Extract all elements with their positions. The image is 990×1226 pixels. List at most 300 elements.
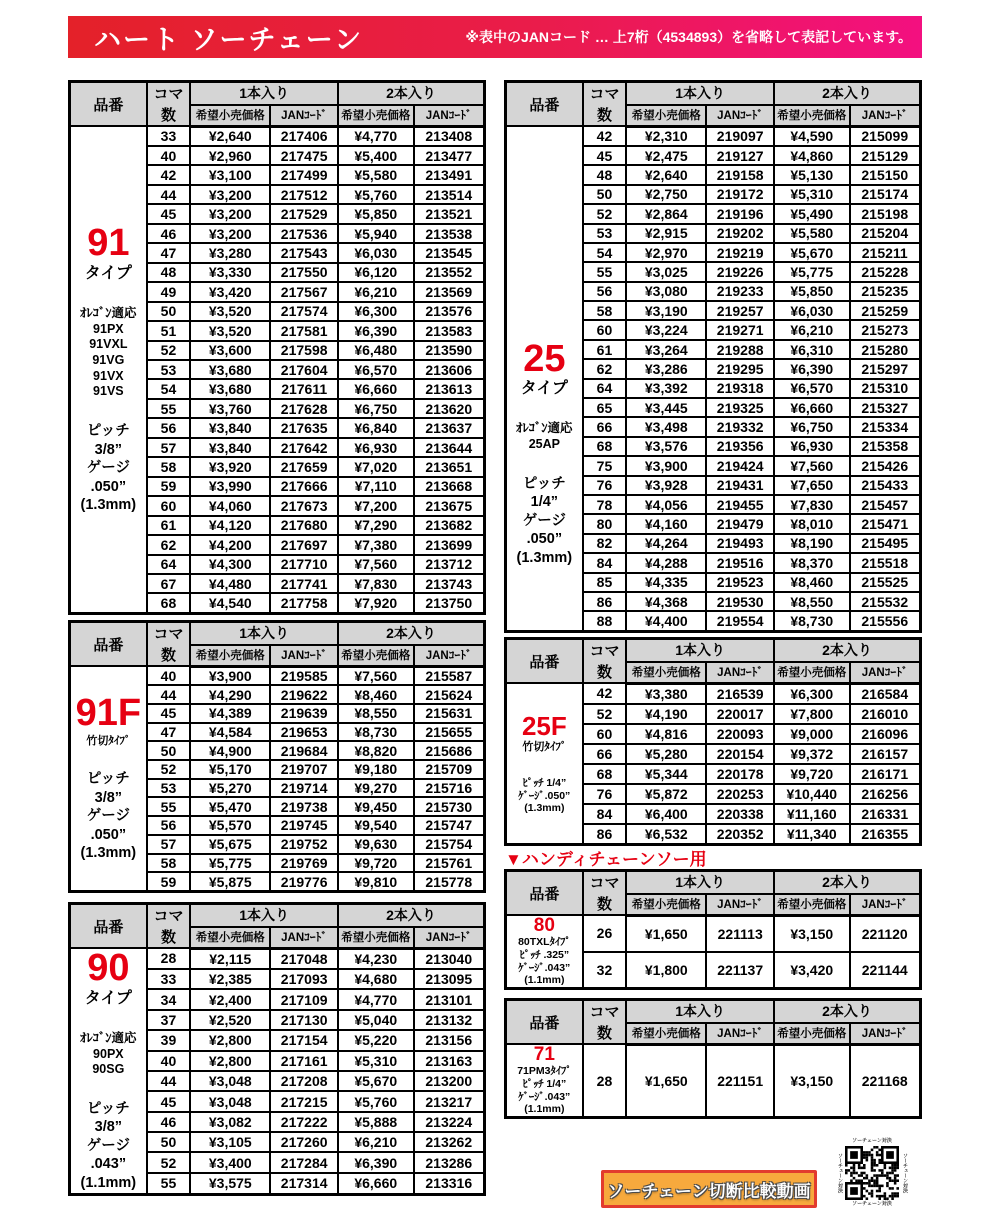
price-2pack-cell: ¥3,150: [774, 915, 850, 952]
price-1pack-cell: ¥4,060: [190, 496, 270, 515]
jan-1pack-cell: 217635: [270, 418, 338, 437]
price-2pack-cell: ¥11,160: [774, 804, 850, 824]
price-1pack-cell: ¥3,082: [190, 1112, 270, 1132]
price-1pack-cell: ¥4,540: [190, 593, 270, 613]
label-line: .050”: [526, 531, 563, 548]
price-2pack-cell: ¥6,390: [774, 359, 850, 378]
jan-1pack-cell: 217208: [270, 1071, 338, 1091]
price-2pack-cell: ¥7,560: [774, 456, 850, 475]
label-line: 71PM3ﾀｲﾌﾟ: [517, 1064, 572, 1077]
price-2pack-cell: ¥9,540: [338, 816, 414, 835]
price-table-91F: [68, 620, 486, 893]
price-2pack-cell: ¥5,580: [774, 224, 850, 243]
label-line: .050”: [90, 478, 127, 495]
table-row: [70, 126, 485, 146]
link-count-cell: 48: [147, 263, 191, 282]
label-line: ピッチ: [522, 475, 566, 492]
jan-2pack-cell: 213224: [414, 1112, 485, 1132]
link-count-cell: 45: [147, 204, 191, 223]
jan-2pack-cell: 215198: [850, 204, 921, 223]
price-1pack-cell: ¥4,900: [190, 741, 270, 760]
jan-2pack-cell: 213163: [414, 1051, 485, 1071]
jan-2pack-cell: 213200: [414, 1071, 485, 1091]
jan-1pack-cell: 221113: [706, 915, 774, 952]
col-header-part-no: 品番: [506, 639, 583, 684]
jan-1pack-cell: 219585: [270, 666, 338, 685]
jan-2pack-cell: 215150: [850, 165, 921, 184]
link-count-cell: 56: [147, 816, 191, 835]
product-label-91: [70, 126, 147, 614]
jan-2pack-cell: 213712: [414, 555, 485, 574]
jan-2pack-cell: 215310: [850, 379, 921, 398]
jan-1pack-cell: 217642: [270, 438, 338, 457]
jan-2pack-cell: 215631: [414, 704, 485, 723]
link-count-cell: 48: [583, 165, 627, 184]
link-count-cell: 58: [147, 854, 191, 873]
price-1pack-cell: ¥5,170: [190, 760, 270, 779]
price-2pack-cell: ¥6,570: [774, 379, 850, 398]
col-header-retail-price: 希望小売価格: [774, 894, 850, 915]
price-1pack-cell: ¥4,290: [190, 685, 270, 704]
product-label-90: [70, 948, 147, 1194]
price-1pack-cell: ¥5,280: [626, 744, 706, 764]
link-count-cell: 33: [147, 969, 191, 989]
price-table-91: [68, 80, 486, 615]
jan-1pack-cell: 217475: [270, 146, 338, 165]
price-2pack-cell: ¥7,830: [774, 495, 850, 514]
jan-1pack-cell: 219523: [706, 573, 774, 592]
price-2pack-cell: ¥9,720: [774, 764, 850, 784]
link-count-cell: 50: [147, 302, 191, 321]
jan-1pack-cell: 219431: [706, 476, 774, 495]
col-header-jan-code: JANｺｰﾄﾞ: [850, 662, 921, 683]
link-count-cell: 66: [583, 744, 627, 764]
link-count-cell: 60: [147, 496, 191, 515]
col-header-part-no: 品番: [70, 904, 147, 949]
link-count-cell: 60: [583, 320, 627, 339]
jan-1pack-cell: 219196: [706, 204, 774, 223]
link-count-cell: 86: [583, 592, 627, 611]
col-header-part-no: 品番: [70, 82, 147, 127]
label-line: ﾋﾟｯﾁ .325”: [519, 948, 570, 961]
link-count-cell: 45: [147, 704, 191, 723]
col-header-retail-price: 希望小売価格: [190, 927, 270, 948]
jan-2pack-cell: 213682: [414, 516, 485, 535]
price-2pack-cell: ¥6,210: [338, 282, 414, 301]
model-number: 91: [87, 222, 130, 265]
link-count-cell: 62: [147, 535, 191, 554]
link-count-cell: 75: [583, 456, 627, 475]
col-header-jan-code: JANｺｰﾄﾞ: [414, 105, 485, 126]
jan-1pack-cell: 217710: [270, 555, 338, 574]
col-header-jan-code: JANｺｰﾄﾞ: [850, 1023, 921, 1044]
jan-1pack-cell: 219752: [270, 835, 338, 854]
col-header-jan-code: JANｺｰﾄﾞ: [270, 927, 338, 948]
price-1pack-cell: ¥4,816: [626, 724, 706, 744]
price-1pack-cell: ¥4,300: [190, 555, 270, 574]
jan-2pack-cell: 213040: [414, 948, 485, 969]
col-header-retail-price: 希望小売価格: [626, 894, 706, 915]
col-header-retail-price: 希望小売価格: [774, 105, 850, 126]
link-count-cell: 52: [583, 704, 627, 724]
jan-1pack-cell: 219202: [706, 224, 774, 243]
price-2pack-cell: ¥6,300: [338, 302, 414, 321]
price-1pack-cell: ¥2,475: [626, 146, 706, 165]
link-count-cell: 76: [583, 476, 627, 495]
jan-1pack-cell: 219318: [706, 379, 774, 398]
jan-1pack-cell: 217130: [270, 1010, 338, 1030]
price-2pack-cell: ¥7,380: [338, 535, 414, 554]
price-2pack-cell: ¥4,770: [338, 989, 414, 1009]
jan-2pack-cell: 215204: [850, 224, 921, 243]
table-row: [506, 915, 921, 952]
price-2pack-cell: ¥7,110: [338, 477, 414, 496]
jan-2pack-cell: 213743: [414, 574, 485, 593]
price-1pack-cell: ¥3,576: [626, 437, 706, 456]
price-2pack-cell: ¥4,230: [338, 948, 414, 969]
jan-2pack-cell: 215532: [850, 592, 921, 611]
jan-1pack-cell: 219127: [706, 146, 774, 165]
qr-caption-right: ソーチェーン対決: [902, 1153, 908, 1193]
col-header-1pack: 1本入り: [626, 639, 774, 662]
price-1pack-cell: ¥4,264: [626, 534, 706, 553]
link-count-cell: 44: [147, 185, 191, 204]
jan-1pack-cell: 220338: [706, 804, 774, 824]
price-1pack-cell: ¥3,680: [190, 360, 270, 379]
link-count-cell: 53: [147, 360, 191, 379]
jan-1pack-cell: 219455: [706, 495, 774, 514]
link-count-cell: 28: [147, 948, 191, 969]
col-header-2pack: 2本入り: [338, 622, 485, 645]
jan-2pack-cell: 215716: [414, 779, 485, 798]
jan-1pack-cell: 217161: [270, 1051, 338, 1071]
link-count-cell: 52: [147, 341, 191, 360]
price-1pack-cell: ¥4,200: [190, 535, 270, 554]
price-2pack-cell: ¥5,760: [338, 1091, 414, 1111]
jan-2pack-cell: 215556: [850, 611, 921, 631]
price-1pack-cell: ¥4,368: [626, 592, 706, 611]
col-header-jan-code: JANｺｰﾄﾞ: [706, 1023, 774, 1044]
price-1pack-cell: ¥3,200: [190, 185, 270, 204]
price-table-80: [504, 869, 922, 990]
label-line: 91VG: [92, 353, 125, 368]
price-2pack-cell: ¥5,310: [774, 185, 850, 204]
price-2pack-cell: ¥6,300: [774, 683, 850, 704]
link-count-cell: 50: [147, 741, 191, 760]
jan-2pack-cell: 213217: [414, 1091, 485, 1111]
price-1pack-cell: ¥3,840: [190, 418, 270, 437]
price-1pack-cell: ¥2,915: [626, 224, 706, 243]
jan-1pack-cell: 217154: [270, 1030, 338, 1050]
col-header-link-count: コマ数: [147, 622, 191, 667]
jan-2pack-cell: 213637: [414, 418, 485, 437]
price-2pack-cell: ¥6,480: [338, 341, 414, 360]
jan-2pack-cell: 213262: [414, 1132, 485, 1152]
jan-2pack-cell: 213408: [414, 126, 485, 146]
price-2pack-cell: ¥5,940: [338, 224, 414, 243]
price-2pack-cell: ¥7,290: [338, 516, 414, 535]
jan-2pack-cell: 221168: [850, 1044, 921, 1118]
label-line: ｵﾚｺﾞﾝ適応: [80, 306, 137, 321]
jan-1pack-cell: 219226: [706, 262, 774, 281]
label-line: (1.3mm): [80, 845, 137, 862]
price-1pack-cell: ¥2,864: [626, 204, 706, 223]
link-count-cell: 64: [583, 379, 627, 398]
model-number: 25F: [521, 710, 567, 741]
col-header-2pack: 2本入り: [774, 1000, 921, 1023]
handy-chainsaw-heading: ▼ハンディチェーンソー用: [505, 850, 707, 869]
link-count-cell: 50: [583, 185, 627, 204]
link-count-cell: 55: [147, 399, 191, 418]
jan-2pack-cell: 213514: [414, 185, 485, 204]
jan-2pack-cell: 213286: [414, 1152, 485, 1172]
jan-1pack-cell: 217604: [270, 360, 338, 379]
label-line: 90SG: [92, 1062, 125, 1077]
jan-1pack-cell: 217406: [270, 126, 338, 146]
price-2pack-cell: ¥5,040: [338, 1010, 414, 1030]
price-2pack-cell: ¥9,000: [774, 724, 850, 744]
price-1pack-cell: ¥3,286: [626, 359, 706, 378]
link-count-cell: 46: [147, 1112, 191, 1132]
link-count-cell: 50: [147, 1132, 191, 1152]
price-1pack-cell: ¥2,400: [190, 989, 270, 1009]
price-1pack-cell: ¥2,520: [190, 1010, 270, 1030]
jan-2pack-cell: 213668: [414, 477, 485, 496]
price-2pack-cell: ¥5,760: [338, 185, 414, 204]
col-header-part-no: 品番: [506, 1000, 583, 1045]
link-count-cell: 51: [147, 321, 191, 340]
jan-1pack-cell: 217550: [270, 263, 338, 282]
price-1pack-cell: ¥4,056: [626, 495, 706, 514]
price-2pack-cell: ¥8,730: [774, 611, 850, 631]
link-count-cell: 46: [147, 224, 191, 243]
price-1pack-cell: ¥3,200: [190, 204, 270, 223]
price-1pack-cell: ¥2,800: [190, 1051, 270, 1071]
jan-1pack-cell: 219745: [270, 816, 338, 835]
qr-code-icon: [845, 1146, 899, 1200]
qr-caption-bottom: ソーチェーン対決: [852, 1201, 892, 1207]
jan-1pack-cell: 219097: [706, 126, 774, 146]
price-1pack-cell: ¥3,100: [190, 165, 270, 184]
link-count-cell: 47: [147, 723, 191, 742]
table-row: [506, 683, 921, 704]
price-1pack-cell: ¥2,960: [190, 146, 270, 165]
jan-2pack-cell: 213095: [414, 969, 485, 989]
jan-2pack-cell: 213613: [414, 379, 485, 398]
link-count-cell: 37: [147, 1010, 191, 1030]
price-1pack-cell: ¥5,570: [190, 816, 270, 835]
jan-1pack-cell: 219233: [706, 282, 774, 301]
price-1pack-cell: ¥3,200: [190, 224, 270, 243]
price-2pack-cell: ¥8,550: [774, 592, 850, 611]
jan-2pack-cell: 215280: [850, 340, 921, 359]
link-count-cell: 57: [147, 438, 191, 457]
jan-2pack-cell: 213552: [414, 263, 485, 282]
jan-1pack-cell: 219158: [706, 165, 774, 184]
price-2pack-cell: ¥11,340: [774, 824, 850, 845]
price-2pack-cell: ¥5,130: [774, 165, 850, 184]
price-1pack-cell: ¥3,420: [190, 282, 270, 301]
price-1pack-cell: ¥3,025: [626, 262, 706, 281]
price-1pack-cell: ¥4,120: [190, 516, 270, 535]
link-count-cell: 56: [147, 418, 191, 437]
label-line: 1/4”: [530, 494, 559, 511]
label-line: ゲージ: [86, 1137, 130, 1154]
price-2pack-cell: ¥9,372: [774, 744, 850, 764]
link-count-cell: 53: [147, 779, 191, 798]
col-header-jan-code: JANｺｰﾄﾞ: [850, 105, 921, 126]
col-header-retail-price: 希望小売価格: [190, 105, 270, 126]
link-count-cell: 55: [147, 1173, 191, 1194]
label-line: .043”: [90, 1156, 127, 1173]
price-table-71: [504, 998, 922, 1119]
jan-1pack-cell: 217574: [270, 302, 338, 321]
jan-2pack-cell: 216331: [850, 804, 921, 824]
col-header-2pack: 2本入り: [774, 639, 921, 662]
label-line: 91VXL: [89, 337, 128, 352]
label-line: タイプ: [84, 265, 132, 283]
label-line: 91VS: [93, 384, 124, 399]
product-label-25: [506, 126, 583, 632]
link-count-cell: 40: [147, 666, 191, 685]
link-count-cell: 42: [583, 126, 627, 146]
link-count-cell: 52: [147, 760, 191, 779]
label-line: ﾋﾟｯﾁ 1/4”: [522, 776, 567, 789]
link-count-cell: 58: [583, 301, 627, 320]
price-1pack-cell: ¥4,400: [626, 611, 706, 631]
price-2pack-cell: ¥6,210: [774, 320, 850, 339]
jan-2pack-cell: 221120: [850, 915, 921, 952]
price-2pack-cell: ¥6,660: [774, 398, 850, 417]
link-count-cell: 33: [147, 126, 191, 146]
jan-2pack-cell: 215686: [414, 741, 485, 760]
col-header-retail-price: 希望小売価格: [626, 105, 706, 126]
col-header-link-count: コマ数: [147, 82, 191, 127]
price-1pack-cell: ¥4,480: [190, 574, 270, 593]
jan-2pack-cell: 215327: [850, 398, 921, 417]
jan-2pack-cell: 213521: [414, 204, 485, 223]
jan-1pack-cell: 217543: [270, 243, 338, 262]
table-row: [70, 666, 485, 685]
col-header-jan-code: JANｺｰﾄﾞ: [414, 927, 485, 948]
model-number: 91F: [75, 692, 142, 735]
label-line: (1.3mm): [524, 802, 565, 815]
price-2pack-cell: ¥6,030: [338, 243, 414, 262]
price-1pack-cell: ¥2,310: [626, 126, 706, 146]
jan-1pack-cell: 219172: [706, 185, 774, 204]
price-1pack-cell: ¥5,270: [190, 779, 270, 798]
label-line: ピッチ: [86, 422, 130, 439]
price-1pack-cell: ¥5,775: [190, 854, 270, 873]
col-header-part-no: 品番: [70, 622, 147, 667]
jan-1pack-cell: 217628: [270, 399, 338, 418]
col-header-retail-price: 希望小売価格: [190, 645, 270, 666]
price-1pack-cell: ¥3,990: [190, 477, 270, 496]
price-1pack-cell: ¥3,575: [190, 1173, 270, 1194]
label-line: 3/8”: [94, 1119, 123, 1136]
price-2pack-cell: ¥6,840: [338, 418, 414, 437]
link-count-cell: 68: [583, 437, 627, 456]
link-count-cell: 52: [583, 204, 627, 223]
label-line: ゲージ: [86, 808, 130, 825]
jan-1pack-cell: 217680: [270, 516, 338, 535]
price-2pack-cell: ¥3,420: [774, 952, 850, 989]
jan-1pack-cell: 217581: [270, 321, 338, 340]
jan-1pack-cell: 220352: [706, 824, 774, 845]
price-1pack-cell: ¥3,840: [190, 438, 270, 457]
price-1pack-cell: ¥3,600: [190, 341, 270, 360]
jan-2pack-cell: 213132: [414, 1010, 485, 1030]
jan-2pack-cell: 213651: [414, 457, 485, 476]
link-count-cell: 68: [583, 764, 627, 784]
link-count-cell: 42: [147, 165, 191, 184]
price-2pack-cell: ¥6,120: [338, 263, 414, 282]
price-2pack-cell: ¥8,370: [774, 553, 850, 572]
jan-2pack-cell: 215099: [850, 126, 921, 146]
col-header-2pack: 2本入り: [338, 904, 485, 927]
price-1pack-cell: ¥3,392: [626, 379, 706, 398]
price-2pack-cell: ¥4,770: [338, 126, 414, 146]
jan-1pack-cell: 219219: [706, 243, 774, 262]
label-line: 3/8”: [94, 441, 123, 458]
jan-2pack-cell: 216157: [850, 744, 921, 764]
jan-2pack-cell: 213590: [414, 341, 485, 360]
price-2pack-cell: ¥5,670: [774, 243, 850, 262]
price-1pack-cell: ¥3,224: [626, 320, 706, 339]
col-header-link-count: コマ数: [583, 82, 627, 127]
price-2pack-cell: ¥5,850: [338, 204, 414, 223]
jan-1pack-cell: 217222: [270, 1112, 338, 1132]
price-2pack-cell: ¥5,490: [774, 204, 850, 223]
price-2pack-cell: ¥6,390: [338, 1152, 414, 1172]
price-2pack-cell: ¥4,680: [338, 969, 414, 989]
jan-1pack-cell: 219530: [706, 592, 774, 611]
col-header-1pack: 1本入り: [190, 904, 338, 927]
jan-2pack-cell: 215761: [414, 854, 485, 873]
jan-2pack-cell: 216010: [850, 704, 921, 724]
label-line: 91VX: [93, 368, 124, 383]
jan-2pack-cell: 213316: [414, 1173, 485, 1194]
price-2pack-cell: ¥3,150: [774, 1044, 850, 1118]
jan-2pack-cell: 213477: [414, 146, 485, 165]
jan-1pack-cell: 219554: [706, 611, 774, 631]
link-count-cell: 55: [147, 797, 191, 816]
price-2pack-cell: ¥7,650: [774, 476, 850, 495]
jan-1pack-cell: 219325: [706, 398, 774, 417]
price-1pack-cell: ¥4,190: [626, 704, 706, 724]
link-count-cell: 54: [583, 243, 627, 262]
cutting-comparison-video-button[interactable]: ソーチェーン切断比較動画: [601, 1170, 817, 1208]
price-2pack-cell: ¥7,830: [338, 574, 414, 593]
price-1pack-cell: ¥3,498: [626, 417, 706, 436]
price-1pack-cell: ¥1,800: [626, 952, 706, 989]
price-1pack-cell: ¥5,470: [190, 797, 270, 816]
col-header-jan-code: JANｺｰﾄﾞ: [706, 662, 774, 683]
price-1pack-cell: ¥3,900: [626, 456, 706, 475]
col-header-part-no: 品番: [506, 871, 583, 916]
col-header-link-count: コマ数: [583, 1000, 627, 1045]
label-line: ｹﾞｰｼﾞ.050”: [518, 789, 571, 802]
col-header-jan-code: JANｺｰﾄﾞ: [706, 894, 774, 915]
link-count-cell: 45: [583, 146, 627, 165]
jan-1pack-cell: 217758: [270, 593, 338, 613]
label-line: .050”: [90, 826, 127, 843]
col-header-jan-code: JANｺｰﾄﾞ: [850, 894, 921, 915]
link-count-cell: 60: [583, 724, 627, 744]
label-line: ｵﾚｺﾞﾝ適応: [516, 421, 573, 436]
jan-2pack-cell: 213606: [414, 360, 485, 379]
jan-2pack-cell: 215778: [414, 872, 485, 891]
